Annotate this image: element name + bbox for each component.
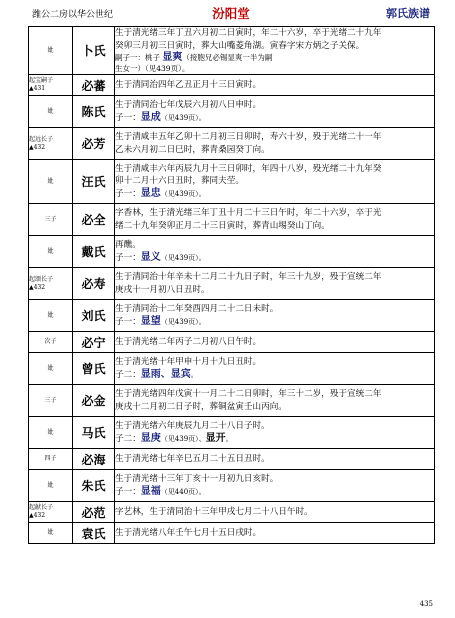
person-name: 必全 xyxy=(73,204,115,236)
children-prefix: 子二： xyxy=(115,433,141,444)
children-names: 显忠 xyxy=(140,187,161,199)
person-name: 必芳 xyxy=(73,128,115,160)
biography-cell xyxy=(115,417,435,449)
biography-cell xyxy=(115,502,435,523)
biography-line: 乙未六月初二日巳时，葬青桑园癸丁向。 xyxy=(115,144,270,155)
biography-line: 再醮。 xyxy=(115,240,141,250)
relation-cell xyxy=(29,27,73,75)
children-prefix: 子一： xyxy=(115,252,141,263)
biography-line: 癸卯三月初三日寅时，葬大山嘴菱角湖。寅春字宋方炳之子关保。 xyxy=(115,40,365,51)
note-before: 桃子 xyxy=(145,53,163,62)
children-prefix: 子一： xyxy=(115,316,141,327)
note-after: （接胞兄必锡显爽一半为嗣 xyxy=(182,53,273,62)
relation-cell xyxy=(29,332,73,353)
biography-cell xyxy=(115,300,435,332)
biography-line: 生于清光绪十年甲申十月十九日丑时。 xyxy=(115,357,262,367)
person-name: 马氏 xyxy=(73,417,115,449)
biography-line: 生于清光绪六年庚辰九月二十八日子时。 xyxy=(115,421,270,431)
biography-line: 庚戌十一月初八日丑时。 xyxy=(115,284,210,295)
relation-cell xyxy=(29,96,73,128)
biography-line: 绪二十九年癸卯正月二十三日寅时，葬青山埸癸山丁向。 xyxy=(115,220,330,231)
table-row xyxy=(29,332,435,353)
adoption-note-line2: 生女一）（见439页）。 xyxy=(115,64,190,73)
children-line xyxy=(115,252,434,265)
children-ref: （见440页）。 xyxy=(160,487,206,496)
relation-label: 妣 xyxy=(47,364,54,372)
person-name: 必蕃 xyxy=(73,75,115,96)
children-prefix: 子一： xyxy=(115,112,141,123)
relation-label: 妣 xyxy=(47,247,54,255)
biography-cell xyxy=(115,523,435,544)
biography-line: 生于清咸丰五年乙卯十二月初三日卯时，寿六十岁，殁于光绪二十一年 xyxy=(115,132,382,142)
children-names: 显义 xyxy=(140,251,161,263)
biography-cell xyxy=(115,27,435,75)
relation-cell xyxy=(29,268,73,300)
biography-line: 生于清光绪二年丙子二月初八日午时。 xyxy=(115,336,262,347)
biography-cell xyxy=(115,128,435,160)
biography-line: 庚戌十二月初二日子时，葬铜盆寅壬山丙向。 xyxy=(115,401,287,412)
relation-ref: ▲431 xyxy=(29,85,46,92)
biography-line: 生于清同治十二年癸酉四月二十二日未时。 xyxy=(115,304,279,314)
relation-cell xyxy=(29,75,73,96)
children-line xyxy=(115,433,434,446)
biography-line: 生于清同治十年辛未十二月二十九日子时，年三十九岁，殁于宣统二年 xyxy=(115,272,382,282)
relation-cell xyxy=(29,470,73,502)
person-name: 陈氏 xyxy=(73,96,115,128)
relation-cell xyxy=(29,128,73,160)
biography-cell xyxy=(115,385,435,417)
table-row xyxy=(29,236,435,268)
header-hall-name: 汾阳堂 xyxy=(212,6,250,21)
biography-line: 生于清光绪八年壬午七月十五日戌时。 xyxy=(115,527,262,538)
biography-cell xyxy=(115,353,435,385)
table-row xyxy=(29,523,435,544)
children-names: 显庚 xyxy=(140,432,161,444)
children-line xyxy=(115,486,434,499)
relation-cell xyxy=(29,353,73,385)
children-names: 显成 xyxy=(140,111,161,123)
relation-label: 次子 xyxy=(44,338,57,345)
relation-label: 妣 xyxy=(47,428,54,436)
children-ref: （见439页）。 xyxy=(160,253,206,262)
table-row xyxy=(29,204,435,236)
person-name: 卜氏 xyxy=(73,27,115,75)
note-prefix: 嗣子一： xyxy=(115,53,145,62)
relation-label: 起宝嗣子 xyxy=(29,77,54,84)
table-row xyxy=(29,268,435,300)
biography-cell xyxy=(115,268,435,300)
table-row xyxy=(29,417,435,449)
relation-label: 妣 xyxy=(47,481,54,489)
children-ref: （见439页）。 xyxy=(160,113,206,122)
biography-cell xyxy=(115,236,435,268)
biography-cell xyxy=(115,332,435,353)
children-names: 显雨、显宾 xyxy=(140,368,191,380)
relation-ref: ▲432 xyxy=(29,143,46,151)
biography-cell xyxy=(115,75,435,96)
adoption-note xyxy=(115,52,434,63)
table-row xyxy=(29,353,435,385)
biography-cell xyxy=(115,449,435,470)
children-line xyxy=(115,188,434,201)
person-name: 袁氏 xyxy=(73,523,115,544)
table-row xyxy=(29,160,435,204)
children-extra: 显开 xyxy=(205,432,226,444)
table-row xyxy=(29,449,435,470)
children-names: 显望 xyxy=(140,315,161,327)
relation-cell xyxy=(29,160,73,204)
person-name: 必宁 xyxy=(73,332,115,353)
relation-cell xyxy=(29,300,73,332)
table-row xyxy=(29,470,435,502)
children-ref: （见439页）。 xyxy=(160,189,206,198)
relation-label: 妣 xyxy=(47,311,54,319)
relation-label: 三子 xyxy=(44,215,57,223)
biography-cell xyxy=(115,96,435,128)
relation-label: 妣 xyxy=(47,177,54,185)
relation-ref: ▲432 xyxy=(29,512,46,519)
biography-line: 生于清光绪四年戊寅十一月二十二日卯时，年三十二岁，殁于宣统二年 xyxy=(115,389,382,399)
relation-label: 三子 xyxy=(44,396,57,404)
biography-cell xyxy=(115,470,435,502)
table-row xyxy=(29,27,435,75)
table-row xyxy=(29,128,435,160)
biography-line: 生于清咸丰六年丙辰九月十三日卯时，年四十八岁，殁光绪二十九年癸 xyxy=(115,163,382,174)
children-ref: （见439页）、 xyxy=(160,434,206,443)
header-branch: 潍公二房以华公世纪 xyxy=(32,10,114,20)
relation-label: 妣 xyxy=(47,107,54,115)
children-prefix: 子一： xyxy=(115,188,141,199)
relation-label: 起颂长子 xyxy=(29,275,54,283)
relation-cell xyxy=(29,236,73,268)
relation-cell xyxy=(29,417,73,449)
header-book-title: 郭氏族谱 xyxy=(386,7,430,20)
biography-cell xyxy=(115,160,435,204)
children-prefix: 子一： xyxy=(115,486,141,497)
children-ref: （见439页）。 xyxy=(160,317,206,326)
relation-ref: ▲432 xyxy=(29,283,46,291)
page-header xyxy=(28,0,434,26)
relation-cell xyxy=(29,385,73,417)
biography-line: 生于清同治四年乙丑正月十三日寅时。 xyxy=(115,79,262,90)
person-name: 戴氏 xyxy=(73,236,115,268)
relation-cell xyxy=(29,449,73,470)
biography-line: 生于清光绪十三年丁亥十一月初九日亥时。 xyxy=(115,474,279,484)
children-line xyxy=(115,112,434,125)
table-row xyxy=(29,75,435,96)
biography-line: 生于清同治七年戊辰六月初八日申时。 xyxy=(115,100,262,110)
person-name: 必范 xyxy=(73,502,115,523)
relation-cell xyxy=(29,204,73,236)
children-line xyxy=(115,369,434,382)
person-name: 必海 xyxy=(73,449,115,470)
table-row xyxy=(29,385,435,417)
person-name: 曾氏 xyxy=(73,353,115,385)
person-name: 汪氏 xyxy=(73,160,115,204)
biography-line: 字香林，生于清光绪三年丁丑十月二十三日午时，年二十六岁，卒于光 xyxy=(115,208,382,218)
person-name: 必金 xyxy=(73,385,115,417)
biography-cell xyxy=(115,204,435,236)
biography-line: 卯十二月十六日丑时，葬同夫茔。 xyxy=(115,176,244,187)
children-end: 。 xyxy=(225,434,233,443)
biography-line: 生于清光绪七年辛巳五月二十五日丑时。 xyxy=(115,453,270,464)
table-row xyxy=(29,300,435,332)
relation-label: 四子 xyxy=(44,455,57,462)
genealogy-table xyxy=(28,26,435,544)
relation-label: 妣 xyxy=(47,46,54,54)
relation-cell xyxy=(29,502,73,523)
biography-line: 字艺林，生于清同治十三年甲戌七月二十八日午时。 xyxy=(115,506,313,517)
relation-label: 起献长子 xyxy=(29,504,54,511)
children-ref: 。 xyxy=(190,370,198,379)
children-prefix: 子二： xyxy=(115,369,141,380)
relation-label: 起远长子 xyxy=(29,135,54,143)
person-name: 朱氏 xyxy=(73,470,115,502)
person-name: 刘氏 xyxy=(73,300,115,332)
table-row xyxy=(29,502,435,523)
relation-label: 妣 xyxy=(47,529,54,536)
page-number: 435 xyxy=(419,600,433,608)
children-names: 显福 xyxy=(140,485,161,497)
person-name: 必寿 xyxy=(73,268,115,300)
adopted-son-name: 显爽 xyxy=(162,52,183,63)
biography-line: 生于清光绪三年丁丑六月初二日寅时，年二十六岁，卒于光绪二十九年 xyxy=(115,28,382,38)
relation-cell xyxy=(29,523,73,544)
children-line xyxy=(115,316,434,329)
table-row xyxy=(29,96,435,128)
